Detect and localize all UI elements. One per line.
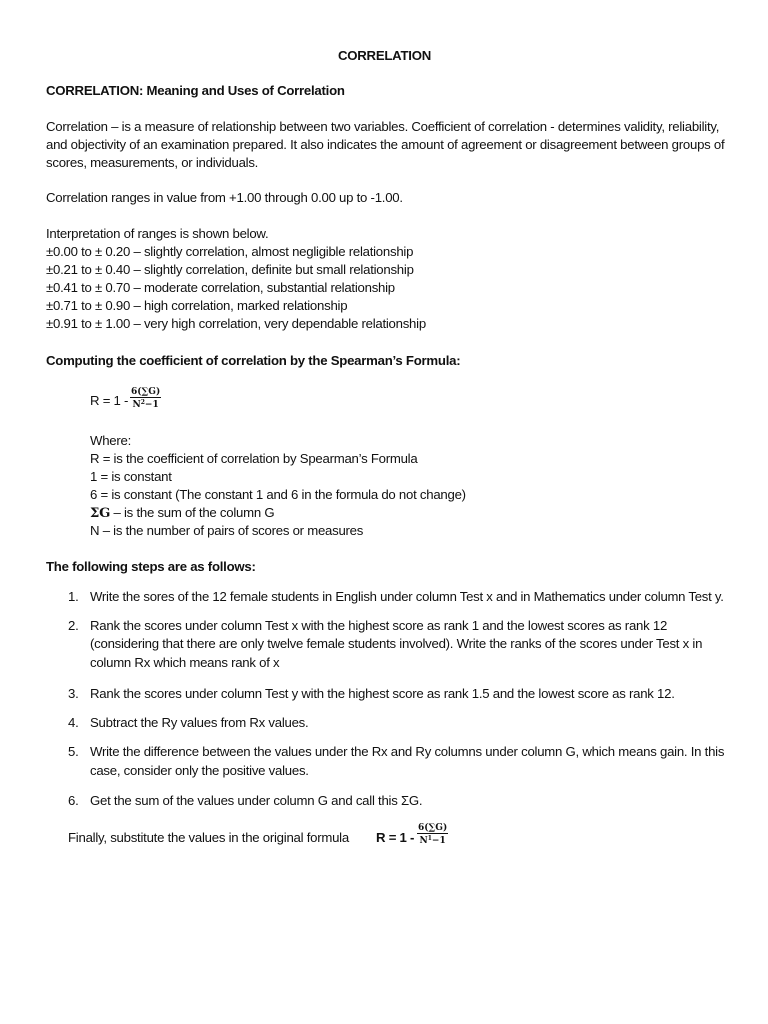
intro-line-2: and objectivity of an examination prepared. It also indicates the amount of agreement or disagreement between groups of bbox=[46, 137, 725, 152]
intro-line-1: Correlation – is a measure of relationship between two variables. Coefficient of correlation - determines validity, reliability, bbox=[46, 119, 720, 134]
definition-item-sigma: ΣG – is the sum of the column G bbox=[90, 505, 275, 521]
document-title: CORRELATION bbox=[338, 48, 431, 63]
range-item: ±0.41 to ± 0.70 – moderate correlation, substantial relationship bbox=[46, 280, 395, 295]
step-number: 6. bbox=[68, 793, 79, 808]
formula-lhs: R = 1 - bbox=[90, 393, 129, 408]
final-formula-denominator: $N^1-1$ bbox=[417, 833, 448, 846]
definition-item: R = is the coefficient of correlation by Spearman’s Formula bbox=[90, 451, 418, 466]
step-text: case, consider only the positive values. bbox=[90, 763, 309, 778]
finally-text: Finally, substitute the values in the original formula bbox=[68, 830, 349, 845]
step-text: (considering that there are only twelve female students involved). Write the ranks of the scores under Test x in bbox=[90, 636, 703, 651]
step-text: Write the difference between the values under the Rx and Ry columns under column G, which means gain. In this bbox=[90, 744, 725, 759]
range-sentence: Correlation ranges in value from +1.00 through 0.00 up to -1.00. bbox=[46, 190, 403, 205]
final-formula-numerator: 6(∑G) bbox=[418, 823, 448, 833]
step-text: Subtract the Ry values from Rx values. bbox=[90, 715, 309, 730]
step-number: 1. bbox=[68, 589, 79, 604]
formula-denominator: $N^2-1$ bbox=[130, 397, 161, 410]
range-item: ±0.91 to ± 1.00 – very high correlation, very dependable relationship bbox=[46, 316, 426, 331]
final-formula-lhs: R = 1 - bbox=[376, 830, 415, 845]
spearman-heading: Computing the coefficient of correlation by the Spearman’s Formula: bbox=[46, 353, 461, 368]
definition-item: 6 = is constant (The constant 1 and 6 in the formula do not change) bbox=[90, 487, 466, 502]
steps-heading: The following steps are as follows: bbox=[46, 559, 256, 574]
range-item: ±0.21 to ± 0.40 – slightly correlation, definite but small relationship bbox=[46, 262, 414, 277]
step-text: Get the sum of the values under column G and call this ΣG. bbox=[90, 793, 423, 808]
step-text: Write the sores of the 12 female students in English under column Test x and in Mathematics under column Test y. bbox=[90, 589, 724, 604]
intro-line-3: scores, measurements, or individuals. bbox=[46, 155, 259, 170]
step-number: 4. bbox=[68, 715, 79, 730]
step-text: column Rx which means rank of x bbox=[90, 655, 280, 670]
section-heading: CORRELATION: Meaning and Uses of Correlation bbox=[46, 83, 345, 98]
step-text: Rank the scores under column Test y with the highest score as rank 1.5 and the lowest score as rank 12. bbox=[90, 686, 675, 701]
step-text: Rank the scores under column Test x with the highest score as rank 1 and the lowest scores as rank 12 bbox=[90, 618, 668, 633]
step-number: 5. bbox=[68, 744, 79, 759]
step-number: 3. bbox=[68, 686, 79, 701]
definition-item: N – is the number of pairs of scores or measures bbox=[90, 523, 364, 538]
range-item: ±0.00 to ± 0.20 – slightly correlation, almost negligible relationship bbox=[46, 244, 414, 259]
sigma-g-symbol: ΣG bbox=[90, 506, 111, 521]
final-formula-fraction bbox=[417, 823, 448, 846]
formula-fraction bbox=[130, 387, 161, 410]
where-label: Where: bbox=[90, 433, 132, 448]
range-item: ±0.71 to ± 0.90 – high correlation, marked relationship bbox=[46, 298, 348, 313]
definition-item: 1 = is constant bbox=[90, 469, 172, 484]
formula-numerator: 6(∑G) bbox=[131, 387, 161, 397]
interpretation-intro: Interpretation of ranges is shown below. bbox=[46, 226, 269, 241]
step-number: 2. bbox=[68, 618, 79, 633]
